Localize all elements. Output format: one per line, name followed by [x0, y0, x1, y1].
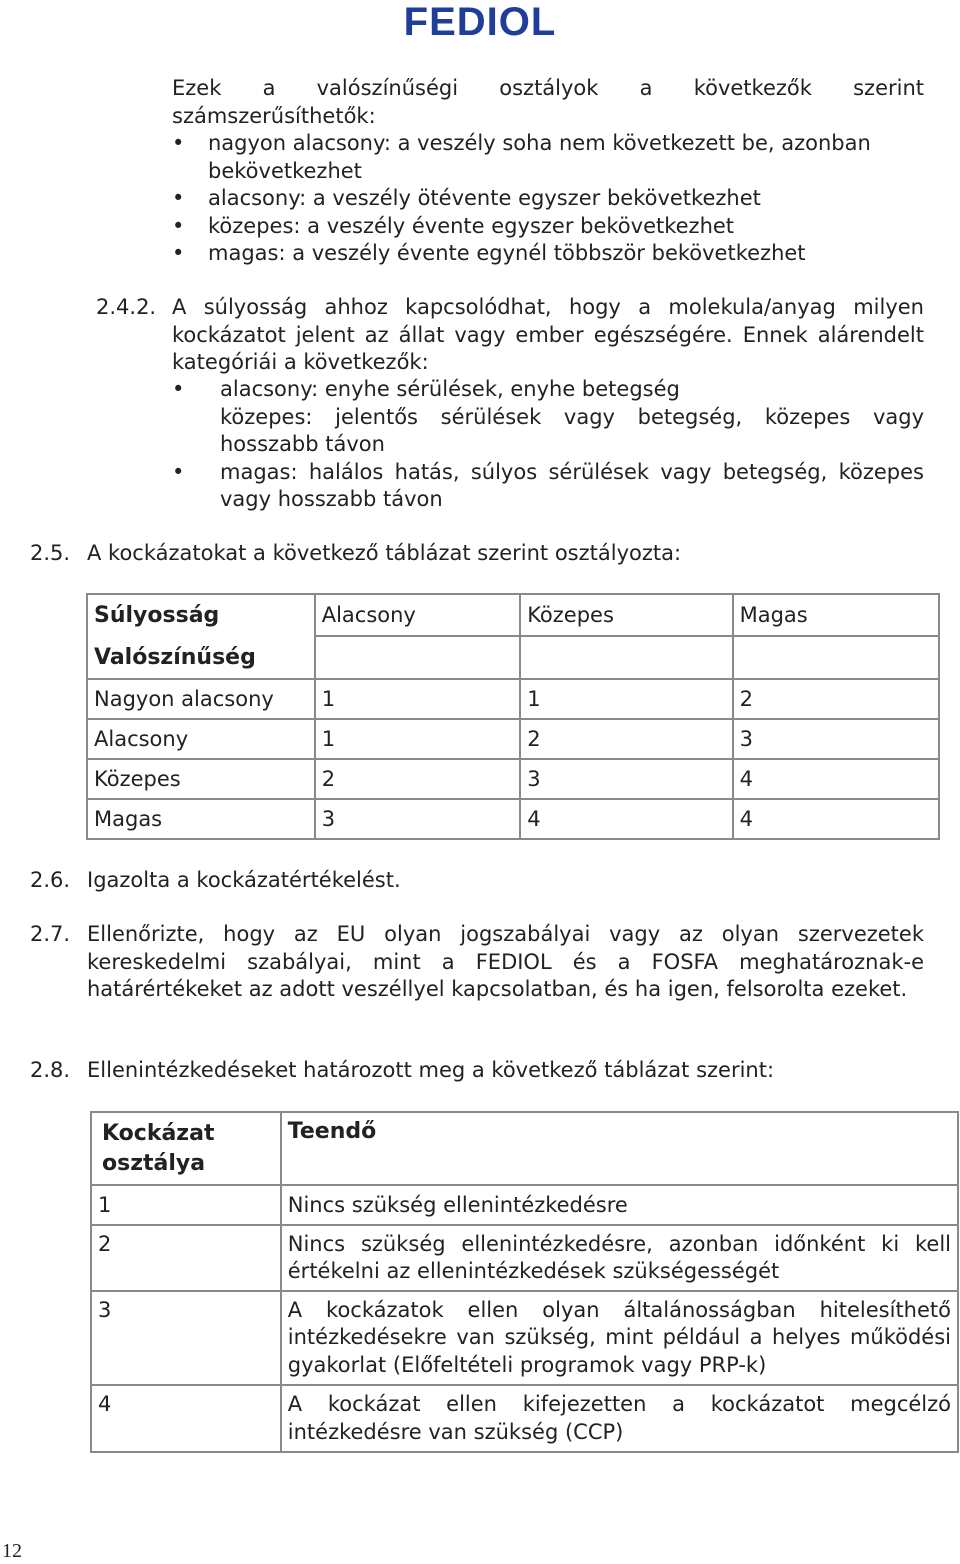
table-cell: 3: [733, 719, 939, 759]
table-cell: Nincs szükség ellenintézkedésre, azonban időnként ki kell értékelni az ellenintézkedések szükségességét: [281, 1225, 958, 1291]
section-2-7: [30, 921, 924, 1004]
table-cell: 3: [91, 1291, 281, 1385]
table-cell: A kockázat ellen kifejezetten a kockázatot megcélzó intézkedésre van szükség (CCP): [281, 1385, 958, 1452]
list-item: • magas: a veszély évente egynél többször bekövetkezhet: [172, 241, 806, 265]
table-cell: 4: [733, 799, 939, 839]
section-number: 2.4.2.: [96, 295, 157, 319]
list-item: • alacsony: a veszély ötévente egyszer bekövetkezhet: [172, 186, 761, 210]
header-cell: Alacsony: [315, 594, 520, 636]
table-cell: 1: [315, 719, 520, 759]
table-cell: 1: [91, 1185, 281, 1225]
fediol-logo: FEDIOL: [403, 0, 557, 44]
table-cell: 4: [91, 1385, 281, 1452]
list-item: • nagyon alacsony: a veszély soha nem következett be, azonban bekövetkezhet: [172, 131, 871, 183]
list-item: • alacsony: enyhe sérülések, enyhe betegség: [172, 377, 680, 401]
intro-text: Ezek a valószínűségi osztályok a következők szerint számszerűsíthetők:: [172, 76, 924, 128]
section-text: Ellenőrizte, hogy az EU olyan jogszabályai vagy az olyan szervezetek kereskedelmi szabályai, mint a FEDIOL és a FOSFA meghatároznak-e határértékeket az adott veszéllyel kapcsolatban, és ha igen, felsorolta ezeket.: [87, 922, 924, 1001]
table-row: [87, 719, 939, 759]
severity-list: [172, 376, 924, 514]
section-2-5: [30, 540, 924, 568]
section-number: 2.8.: [30, 1058, 71, 1082]
probability-list: [172, 130, 924, 268]
list-item: • magas: halálos hatás, súlyos sérülések vagy betegség, közepes vagy hosszabb távon: [172, 459, 924, 511]
table-row: [87, 594, 939, 636]
section-text: A súlyosság ahhoz kapcsolódhat, hogy a molekula/anyag milyen kockázatot jelent az állat vagy ember egészségére. Ennek alárendelt kategóriái a következők:: [172, 295, 924, 374]
header-action: Teendő: [281, 1112, 958, 1185]
header-cell: Közepes: [520, 594, 732, 636]
table-cell: 4: [520, 799, 732, 839]
table-cell: 1: [315, 679, 520, 719]
countermeasure-table: [90, 1111, 959, 1453]
header-severity: Súlyosság: [87, 594, 315, 636]
table-cell: Nagyon alacsony: [87, 679, 315, 719]
section-number: 2.5.: [30, 541, 71, 565]
empty-cell: [733, 636, 939, 679]
table-cell: 2: [91, 1225, 281, 1291]
section-text: Ellenintézkedéseket határozott meg a következő táblázat szerint:: [87, 1058, 775, 1082]
header-cell: Magas: [733, 594, 939, 636]
table-row: [91, 1225, 958, 1291]
empty-cell: [520, 636, 732, 679]
table-cell: 2: [520, 719, 732, 759]
table-row: [87, 636, 939, 679]
section-number: 2.7.: [30, 922, 71, 946]
risk-classification-table: [86, 593, 940, 840]
list-item: közepes: jelentős sérülések vagy betegség, közepes vagy hosszabb távon: [220, 404, 924, 456]
table-cell: 2: [315, 759, 520, 799]
section-2-4-2: [96, 294, 924, 377]
page-number: 12: [2, 1540, 22, 1562]
section-text: Igazolta a kockázatértékelést.: [87, 868, 401, 892]
table-cell: Alacsony: [87, 719, 315, 759]
table-cell: 3: [520, 759, 732, 799]
header-risk-class: Kockázat osztálya: [91, 1112, 281, 1185]
section-number: 2.6.: [30, 868, 71, 892]
list-item: • közepes: a veszély évente egyszer bekövetkezhet: [172, 213, 735, 238]
section-2-6: [30, 867, 924, 895]
intro-paragraph: [172, 75, 924, 130]
table-row: [91, 1185, 958, 1225]
section-2-8: [30, 1057, 924, 1085]
table-cell: 2: [733, 679, 939, 719]
table-row: [87, 759, 939, 799]
header-probability: Valószínűség: [87, 636, 315, 679]
empty-cell: [315, 636, 520, 679]
table-row: [91, 1112, 958, 1185]
table-cell: 3: [315, 799, 520, 839]
table-cell: Magas: [87, 799, 315, 839]
table-cell: Közepes: [87, 759, 315, 799]
table-row: [91, 1291, 958, 1385]
table-cell: A kockázatok ellen olyan általánosságban hitelesíthető intézkedésekre van szükség, mint például a helyes működési gyakorlat (Előfeltételi programok vagy PRP-k): [281, 1291, 958, 1385]
section-text: A kockázatokat a következő táblázat szerint osztályozta:: [87, 541, 682, 565]
table-cell: 1: [520, 679, 732, 719]
table-row: [87, 679, 939, 719]
table-row: [91, 1385, 958, 1452]
table-cell: 4: [733, 759, 939, 799]
table-cell: Nincs szükség ellenintézkedésre: [281, 1185, 958, 1225]
table-row: [87, 799, 939, 839]
